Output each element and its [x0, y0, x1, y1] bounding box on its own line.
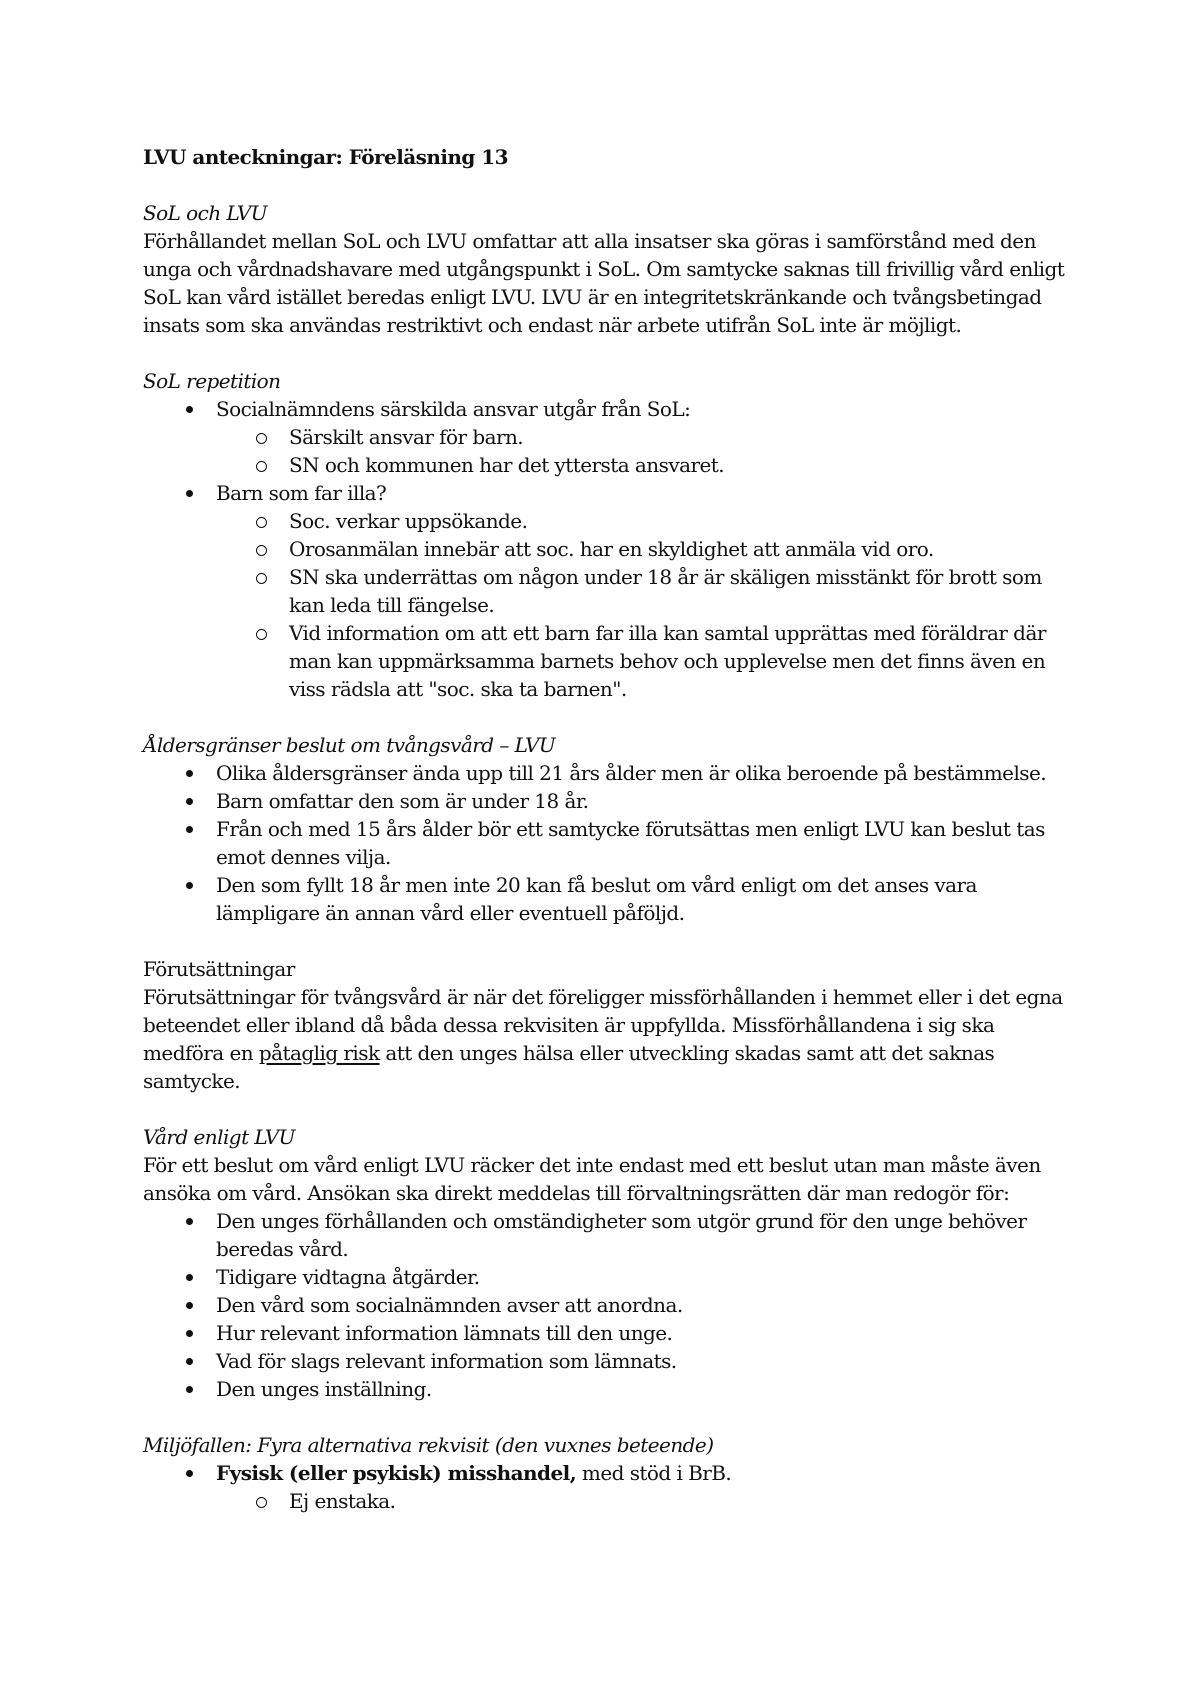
paragraph-text: att den unges hälsa eller utveckling skadas samt att det saknas samtycke. — [143, 1041, 995, 1093]
list-item: Olika åldersgränser ända upp till 21 års ålder men är olika beroende på bestämmelse. — [143, 759, 1073, 787]
sub-list-item: SN och kommunen har det yttersta ansvaret. — [216, 451, 1073, 479]
section-aldersgranser — [143, 731, 1073, 927]
document-page — [143, 143, 1073, 1543]
bullet-list — [143, 1459, 1073, 1515]
sub-list-item: Särskilt ansvar för barn. — [216, 423, 1073, 451]
section-heading: SoL och LVU — [143, 201, 268, 225]
sub-list-item: Ej enstaka. — [216, 1487, 1073, 1515]
list-item: Barn omfattar den som är under 18 år. — [143, 787, 1073, 815]
document-title: LVU anteckningar: Föreläsning 13 — [143, 145, 508, 169]
list-item — [143, 395, 1073, 479]
list-item: Tidigare vidtagna åtgärder. — [143, 1263, 1073, 1291]
list-item: Den som fyllt 18 år men inte 20 kan få beslut om vård enligt om det anses vara lämpligare än annan vård eller eventuell påföljd. — [143, 871, 1073, 927]
bullet-list — [143, 759, 1073, 927]
list-item: Den unges inställning. — [143, 1375, 1073, 1403]
list-item: Från och med 15 års ålder bör ett samtycke förutsättas men enligt LVU kan beslut tas emot dennes vilja. — [143, 815, 1073, 871]
sub-list-item: SN ska underrättas om någon under 18 år är skäligen misstänkt för brott som kan leda till fängelse. — [216, 563, 1073, 619]
section-heading: Miljöfallen: Fyra alternativa rekvisit (den vuxnes beteende) — [143, 1433, 714, 1457]
list-item — [143, 1459, 1073, 1515]
section-forutsattningar — [143, 955, 1073, 1095]
sub-list-item: Soc. verkar uppsökande. — [216, 507, 1073, 535]
list-item: Den unges förhållanden och omständigheter som utgör grund för den unge behöver beredas vård. — [143, 1207, 1073, 1263]
section-sol-repetition — [143, 367, 1073, 703]
section-heading: Förutsättningar — [143, 957, 295, 981]
section-heading: Vård enligt LVU — [143, 1125, 295, 1149]
underlined-term: påtaglig risk — [258, 1041, 380, 1065]
sub-list-item: Orosanmälan innebär att soc. har en skyldighet att anmäla vid oro. — [216, 535, 1073, 563]
section-heading: Åldersgränser beslut om tvångsvård – LVU — [143, 733, 556, 757]
section-miljofallen — [143, 1431, 1073, 1515]
bullet-list — [143, 1207, 1073, 1403]
list-item: Hur relevant information lämnats till den unge. — [143, 1319, 1073, 1347]
bold-term: Fysisk (eller psykisk) misshandel, — [216, 1461, 577, 1485]
list-item-text: med stöd i BrB. — [576, 1461, 732, 1485]
section-heading: SoL repetition — [143, 369, 281, 393]
bullet-list — [143, 395, 1073, 703]
section-paragraph: Förhållandet mellan SoL och LVU omfattar att alla insatser ska göras i samförstånd med den unga och vårdnadshavare med utgångspunkt i SoL. Om samtycke saknas till frivillig vård enligt SoL kan vård istället beredas enligt LVU. LVU är en integritetskränkande och tvångsbetingad insats som ska användas restriktivt och endast när arbete utifrån SoL inte är möjligt. — [143, 229, 1065, 337]
section-sol-och-lvu — [143, 199, 1073, 339]
list-item-text: Socialnämndens särskilda ansvar utgår från SoL: — [216, 397, 691, 421]
section-paragraph — [143, 983, 1073, 1095]
paragraph-text: Förutsättningar för tvångsvård är när det föreligger missförhållanden i hemmet eller i det egna beteendet eller ibland då båda dessa rekvisiten är uppfyllda. Missförhållandena i sig ska medföra en — [143, 985, 1063, 1065]
list-item-text: Barn som far illa? — [216, 481, 387, 505]
section-paragraph: För ett beslut om vård enligt LVU räcker det inte endast med ett beslut utan man måste även ansöka om vård. Ansökan ska direkt meddelas till förvaltningsrätten där man redogör för: — [143, 1153, 1041, 1205]
sub-bullet-list — [216, 1487, 1073, 1515]
sub-bullet-list — [216, 423, 1073, 479]
list-item — [143, 479, 1073, 703]
sub-bullet-list — [216, 507, 1073, 703]
list-item: Vad för slags relevant information som lämnats. — [143, 1347, 1073, 1375]
sub-list-item: Vid information om att ett barn far illa kan samtal upprättas med föräldrar där man kan uppmärksamma barnets behov och upplevelse men det finns även en viss rädsla att "soc. ska ta barnen". — [216, 619, 1073, 703]
section-vard-enligt-lvu — [143, 1123, 1073, 1403]
list-item: Den vård som socialnämnden avser att anordna. — [143, 1291, 1073, 1319]
